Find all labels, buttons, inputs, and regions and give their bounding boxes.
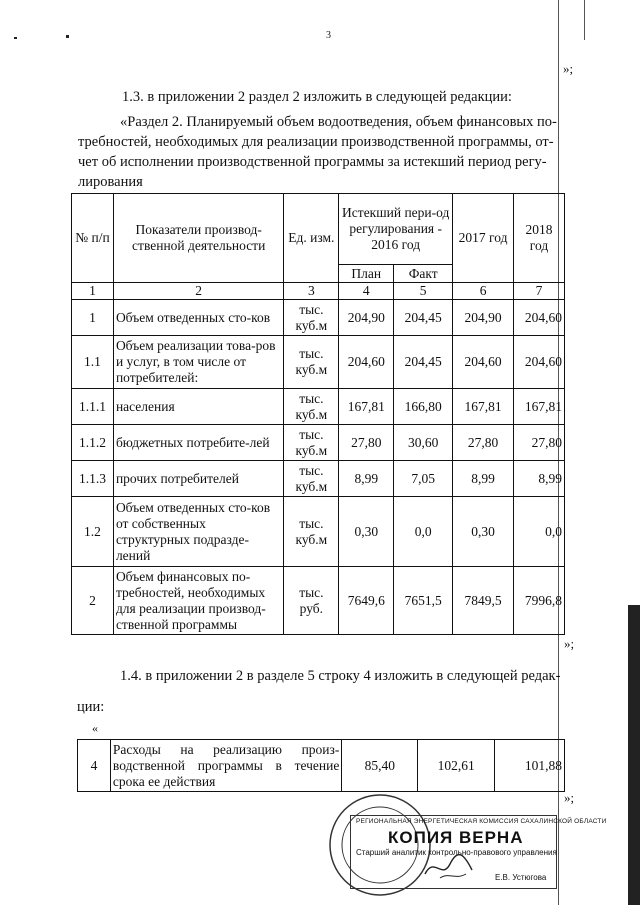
row-plan: 8,99 — [339, 461, 394, 497]
stamp-organization: РЕГИОНАЛЬНАЯ ЭНЕРГЕТИЧЕСКАЯ КОМИССИЯ САХАЛИНСКОЙ ОБЛАСТИ — [356, 818, 607, 825]
row-2018: 7996,8 — [514, 567, 565, 635]
row-fact: 30,60 — [394, 425, 453, 461]
row-value: 102,61 — [418, 740, 495, 792]
row-fact: 166,80 — [394, 389, 453, 425]
row-plan: 27,80 — [339, 425, 394, 461]
row-plan: 204,60 — [339, 336, 394, 389]
index-cell: 3 — [284, 283, 339, 300]
header-fact: Факт — [394, 265, 453, 283]
scan-line — [584, 0, 585, 40]
index-cell: 5 — [394, 283, 453, 300]
row-2018: 27,80 — [514, 425, 565, 461]
row-num: 1.1.2 — [72, 425, 114, 461]
table-row — [72, 425, 565, 461]
header-indicators: Показатели производ-ственной деятельности — [113, 194, 283, 283]
row-num: 4 — [78, 740, 111, 792]
row-num: 2 — [72, 567, 114, 635]
scan-dot — [14, 37, 17, 39]
index-cell: 2 — [113, 283, 283, 300]
row-name: Объем отведенных сто-ков — [113, 300, 283, 336]
paragraph-1-4-cont: ции: — [77, 699, 105, 715]
row-fact: 204,45 — [394, 300, 453, 336]
paragraph-1-3: 1.3. в приложении 2 раздел 2 изложить в следующей редакции: — [122, 89, 512, 105]
row-fact: 0,0 — [394, 497, 453, 567]
row-plan: 7649,6 — [339, 567, 394, 635]
table-row — [72, 567, 565, 635]
quote-close: »; — [563, 61, 574, 76]
row-2017: 7849,5 — [453, 567, 514, 635]
row-num: 1.2 — [72, 497, 114, 567]
signature — [420, 850, 480, 884]
row-name: Объем реализации това-ров и услуг, в том числе от потребителей: — [113, 336, 283, 389]
section-title-line: требностей, необходимых для реализации производственной программы, от- — [78, 134, 554, 150]
section-title — [78, 112, 570, 192]
row-2018: 204,60 — [514, 336, 565, 389]
row-name: Объем финансовых по-требностей, необходимых для реализации производ-ственной программы — [113, 567, 283, 635]
row-2018: 167,81 — [514, 389, 565, 425]
header-num: № п/п — [72, 194, 114, 283]
row-unit: тыс. куб.м — [284, 461, 339, 497]
row-unit: тыс. куб.м — [284, 425, 339, 461]
row-name: населения — [113, 389, 283, 425]
row-num: 1 — [72, 300, 114, 336]
row-name: прочих потребителей — [113, 461, 283, 497]
page-number: 3 — [326, 30, 331, 41]
row-value: 101,88 — [495, 740, 565, 792]
quote-open: « — [92, 721, 98, 735]
header-plan: План — [339, 265, 394, 283]
row-unit: тыс. руб. — [284, 567, 339, 635]
row-2017: 8,99 — [453, 461, 514, 497]
row-value: 85,40 — [342, 740, 418, 792]
row-2017: 204,90 — [453, 300, 514, 336]
row-fact: 204,45 — [394, 336, 453, 389]
index-cell: 4 — [339, 283, 394, 300]
header-2017: 2017 год — [453, 194, 514, 283]
index-cell: 7 — [514, 283, 565, 300]
row-name: бюджетных потребите-лей — [113, 425, 283, 461]
table-row — [72, 336, 565, 389]
row-2018: 8,99 — [514, 461, 565, 497]
header-unit: Ед. изм. — [284, 194, 339, 283]
table-row — [72, 497, 565, 567]
table-row — [72, 389, 565, 425]
row-2017: 167,81 — [453, 389, 514, 425]
row-fact: 7651,5 — [394, 567, 453, 635]
row-name: Расходы на реализацию произ-водственной программы в течение срока ее действия — [110, 740, 341, 792]
table-row — [78, 740, 565, 792]
table-row — [72, 461, 565, 497]
row-2017: 204,60 — [453, 336, 514, 389]
quote-close: »; — [564, 790, 575, 805]
table-row — [72, 300, 565, 336]
row-unit: тыс. куб.м — [284, 389, 339, 425]
row-unit: тыс. куб.м — [284, 497, 339, 567]
section-title-line: лирования — [78, 174, 143, 190]
quote-close: »; — [564, 636, 575, 651]
index-cell: 1 — [72, 283, 114, 300]
header-past-period: Истекший пери-од регулирования - 2016 год — [339, 194, 453, 265]
row-unit: тыс. куб.м — [284, 336, 339, 389]
row-num: 1.1 — [72, 336, 114, 389]
row-2018: 0,0 — [514, 497, 565, 567]
row-plan: 204,90 — [339, 300, 394, 336]
row-name: Объем отведенных сто-ков от собственных структурных подразде-лений — [113, 497, 283, 567]
row-unit: тыс. куб.м — [284, 300, 339, 336]
header-2018: 2018 год — [514, 194, 565, 283]
index-cell: 6 — [453, 283, 514, 300]
stamp-position: Старший аналитик контрольно-правового управления — [356, 848, 557, 857]
row-2017: 0,30 — [453, 497, 514, 567]
row-plan: 167,81 — [339, 389, 394, 425]
row-num: 1.1.3 — [72, 461, 114, 497]
production-table — [71, 193, 565, 635]
section5-table — [77, 739, 565, 792]
section-title-line: чет об исполнении производственной программы за истекший период регу- — [78, 154, 547, 170]
section-title-line: «Раздел 2. Планируемый объем водоотведения, объем финансовых по- — [120, 114, 557, 130]
row-plan: 0,30 — [339, 497, 394, 567]
row-num: 1.1.1 — [72, 389, 114, 425]
stamp-certified-copy: КОПИЯ ВЕРНА — [388, 828, 524, 847]
scan-dot — [66, 35, 69, 38]
row-2017: 27,80 — [453, 425, 514, 461]
paragraph-1-4: 1.4. в приложении 2 в разделе 5 строку 4 изложить в следующей редак- — [120, 668, 561, 684]
row-2018: 204,60 — [514, 300, 565, 336]
scan-edge-bar — [628, 605, 640, 905]
row-fact: 7,05 — [394, 461, 453, 497]
stamp-signer: Е.В. Устюгова — [495, 873, 547, 882]
